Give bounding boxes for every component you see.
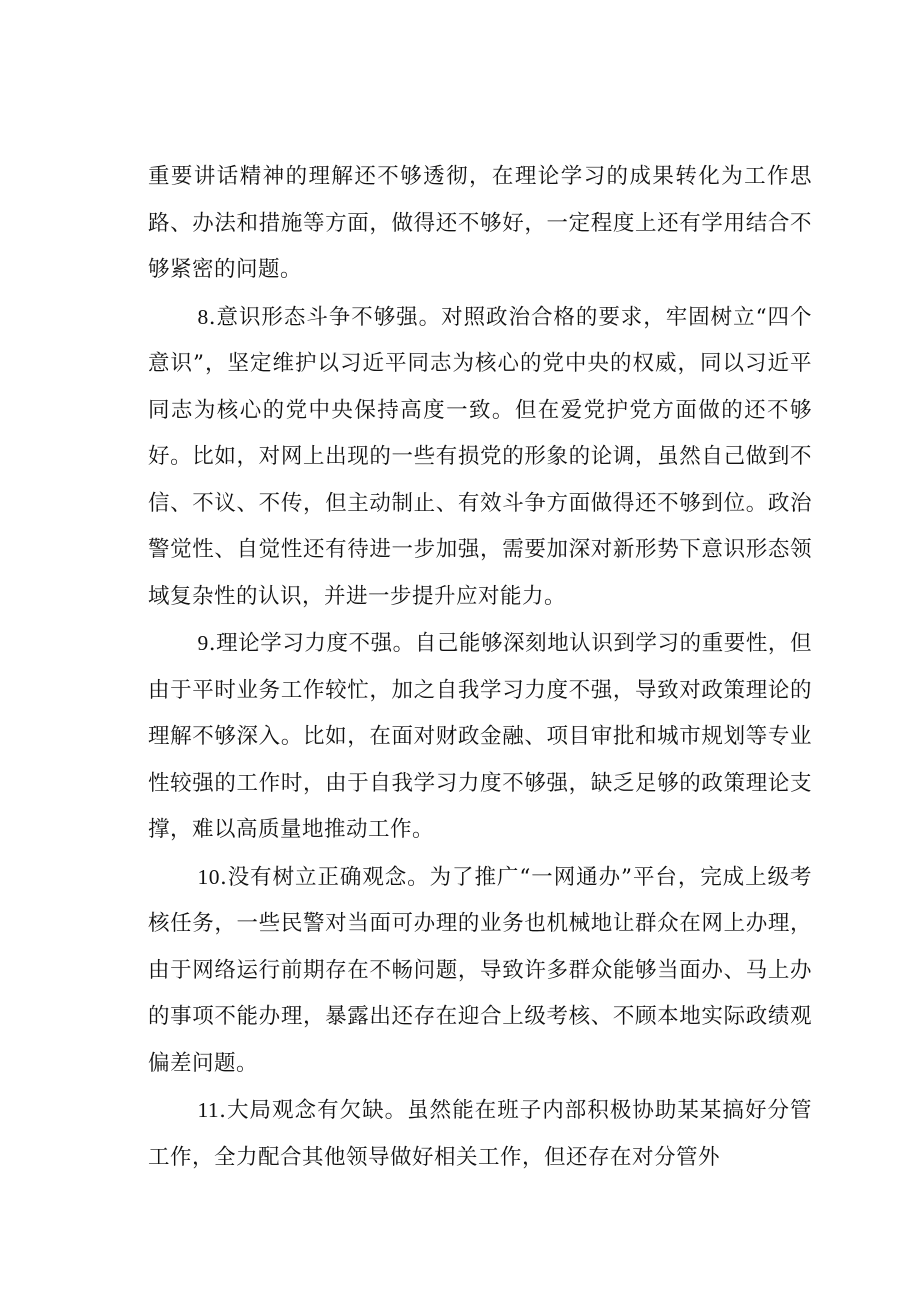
paragraph-continuation	[148, 154, 812, 294]
paragraph-item-9	[148, 620, 812, 854]
paragraph-text: .大局观念有欠缺。虽然能在班子内部积极协助某某搞好分管工作，全力配合其他领导做好相关工作，但还存在对分管外	[148, 1098, 812, 1170]
paragraph-text: .理论学习力度不强。自己能够深刻地认识到学习的重要性，但由于平时业务工作较忙，加之自我学习力度不强，导致对政策理论的理解不够深入。比如，在面对财政金融、项目审批和城市规划等专业性较强的工作时，由于自我学习力度不够强，缺乏足够的政策理论支撑，难以高质量地推动工作。	[148, 631, 812, 842]
document-body	[148, 154, 812, 1181]
paragraph-number: 9	[197, 631, 209, 655]
paragraph-text: 重要讲话精神的理解还不够透彻，在理论学习的成果转化为工作思路、办法和措施等方面，做得还不够好，一定程度上还有学用结合不够紧密的问题。	[148, 164, 812, 282]
paragraph-number: 8	[197, 304, 209, 329]
paragraph-text: .意识形态斗争不够强。对照政治合格的要求，牢固树立“四个意识”，坚定维护以习近平同志为核心的党中央的权威，同以习近平同志为核心的党中央保持高度一致。但在爱党护党方面做的还不够好。比如，对网上出现的一些有损党的形象的论调，虽然自己做到不信、不议、不传，但主动制止、有效斗争方面做得还不够到位。政治警觉性、自觉性还有待进一步加强，需要加深对新形势下意识形态领域复杂性的认识，并进一步提升应对能力。	[148, 304, 812, 609]
paragraph-number: 11	[197, 1098, 220, 1122]
paragraph-number: 10	[197, 864, 220, 889]
paragraph-text: .没有树立正确观念。为了推广“一网通办”平台，完成上级考核任务，一些民警对当面可办理的业务也机械地让群众在网上办理，由于网络运行前期存在不畅问题，导致许多群众能够当面办、马上办的事项不能办理，暴露出还存在迎合上级考核、不顾本地实际政绩观偏差问题。	[148, 864, 812, 1076]
paragraph-item-10	[148, 854, 812, 1088]
paragraph-item-8	[148, 294, 812, 621]
paragraph-item-11	[148, 1087, 812, 1181]
